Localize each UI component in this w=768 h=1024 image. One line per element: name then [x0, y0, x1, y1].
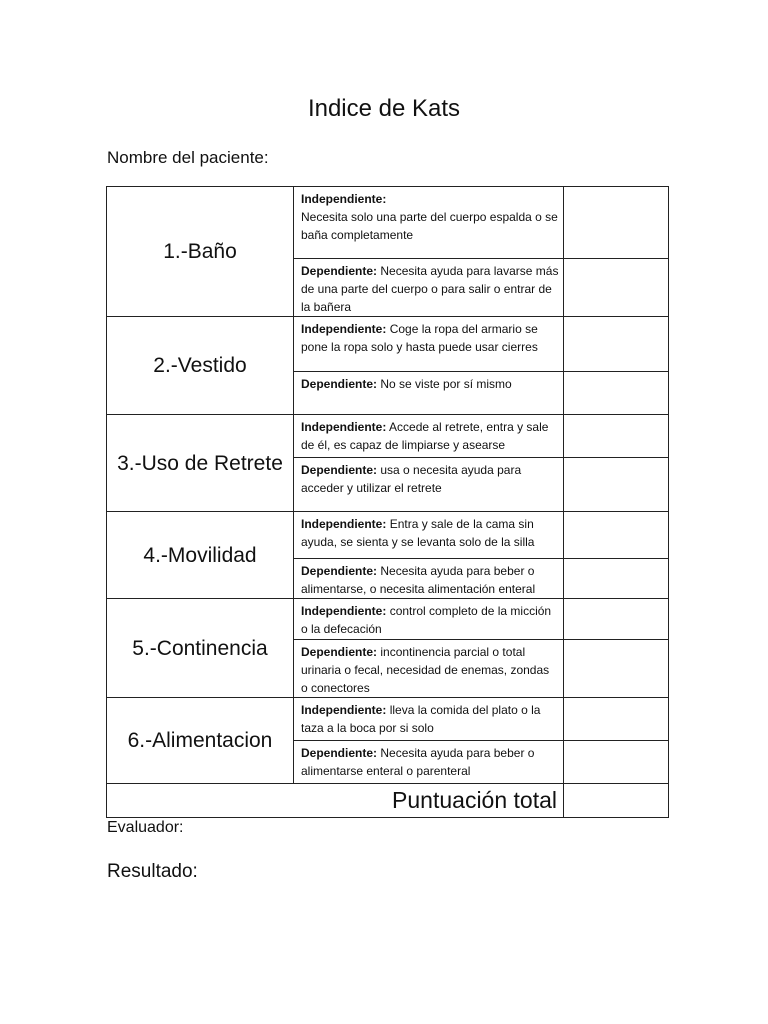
- table-row: [107, 187, 669, 259]
- dependent-cell: [294, 640, 564, 698]
- independent-label: Independiente:: [301, 322, 387, 336]
- dependent-label: Dependiente:: [301, 746, 378, 760]
- independent-label: Independiente:: [301, 604, 387, 618]
- dependent-label: Dependiente:: [301, 564, 378, 578]
- page-title: Indice de Kats: [307, 95, 461, 122]
- score-cell[interactable]: [564, 259, 669, 317]
- independent-cell: [294, 187, 564, 259]
- dependent-text: Necesita ayuda para beber o alimentarse, o necesita alimentación enteral: [301, 564, 536, 596]
- patient-name-label: Nombre del paciente:: [107, 148, 269, 167]
- table-row: [107, 599, 669, 640]
- dependent-text: Necesita ayuda para beber o alimentarse enteral o parenteral: [301, 746, 535, 778]
- table-row: [107, 317, 669, 372]
- dependent-cell: [294, 259, 564, 317]
- dependent-label: Dependiente:: [301, 645, 378, 659]
- score-cell[interactable]: [564, 187, 669, 259]
- table-row: [107, 415, 669, 458]
- table-row: [107, 512, 669, 559]
- independent-label: Independiente:: [301, 192, 387, 206]
- dependent-cell: [294, 559, 564, 599]
- category-cell: 5.-Continencia: [107, 599, 294, 698]
- independent-text: Necesita solo una parte del cuerpo espalda o se baña completamente: [301, 210, 558, 242]
- total-row: [107, 784, 669, 818]
- score-cell[interactable]: [564, 741, 669, 784]
- independent-cell: [294, 599, 564, 640]
- category-cell: 3.-Uso de Retrete: [107, 415, 294, 512]
- independent-cell: [294, 698, 564, 741]
- category-cell: 6.-Alimentacion: [107, 698, 294, 784]
- score-cell[interactable]: [564, 559, 669, 599]
- independent-cell: [294, 317, 564, 372]
- independent-label: Independiente:: [301, 703, 387, 717]
- independent-label: Independiente:: [301, 517, 387, 531]
- score-cell[interactable]: [564, 640, 669, 698]
- independent-text: lleva la comida del plato o la taza a la boca por si solo: [301, 703, 541, 735]
- independent-text: Coge la ropa del armario se pone la ropa solo y hasta puede usar cierres: [301, 322, 538, 354]
- dependent-cell: [294, 458, 564, 512]
- dependent-text: usa o necesita ayuda para acceder y utilizar el retrete: [301, 463, 522, 495]
- table-row: [107, 698, 669, 741]
- dependent-text: No se viste por sí mismo: [380, 377, 512, 391]
- independent-text: Accede al retrete, entra y sale de él, es capaz de limpiarse y asearse: [301, 420, 549, 452]
- dependent-label: Dependiente:: [301, 377, 378, 391]
- independent-text: control completo de la micción o la defecación: [301, 604, 552, 636]
- result-label: Resultado:: [107, 861, 198, 882]
- dependent-text: incontinencia parcial o total urinaria o fecal, necesidad de enemas, zondas o conectores: [301, 645, 550, 695]
- independent-cell: [294, 512, 564, 559]
- score-cell[interactable]: [564, 415, 669, 458]
- score-cell[interactable]: [564, 698, 669, 741]
- dependent-text: Necesita ayuda para lavarse más de una parte del cuerpo o para salir o entrar de la bañera: [301, 264, 559, 314]
- dependent-label: Dependiente:: [301, 264, 378, 278]
- independent-cell: [294, 415, 564, 458]
- total-label: Puntuación total: [107, 784, 564, 818]
- katz-index-table: [106, 186, 669, 818]
- score-cell[interactable]: [564, 317, 669, 372]
- score-cell[interactable]: [564, 599, 669, 640]
- dependent-cell: [294, 741, 564, 784]
- independent-text: Entra y sale de la cama sin ayuda, se sienta y se levanta solo de la silla: [301, 517, 535, 549]
- independent-label: Independiente:: [301, 420, 387, 434]
- category-cell: 2.-Vestido: [107, 317, 294, 415]
- dependent-cell: [294, 372, 564, 415]
- evaluator-label: Evaluador:: [107, 819, 184, 836]
- score-cell[interactable]: [564, 458, 669, 512]
- category-cell: 1.-Baño: [107, 187, 294, 317]
- total-score-cell[interactable]: [564, 784, 669, 818]
- category-cell: 4.-Movilidad: [107, 512, 294, 599]
- score-cell[interactable]: [564, 372, 669, 415]
- score-cell[interactable]: [564, 512, 669, 559]
- dependent-label: Dependiente:: [301, 463, 378, 477]
